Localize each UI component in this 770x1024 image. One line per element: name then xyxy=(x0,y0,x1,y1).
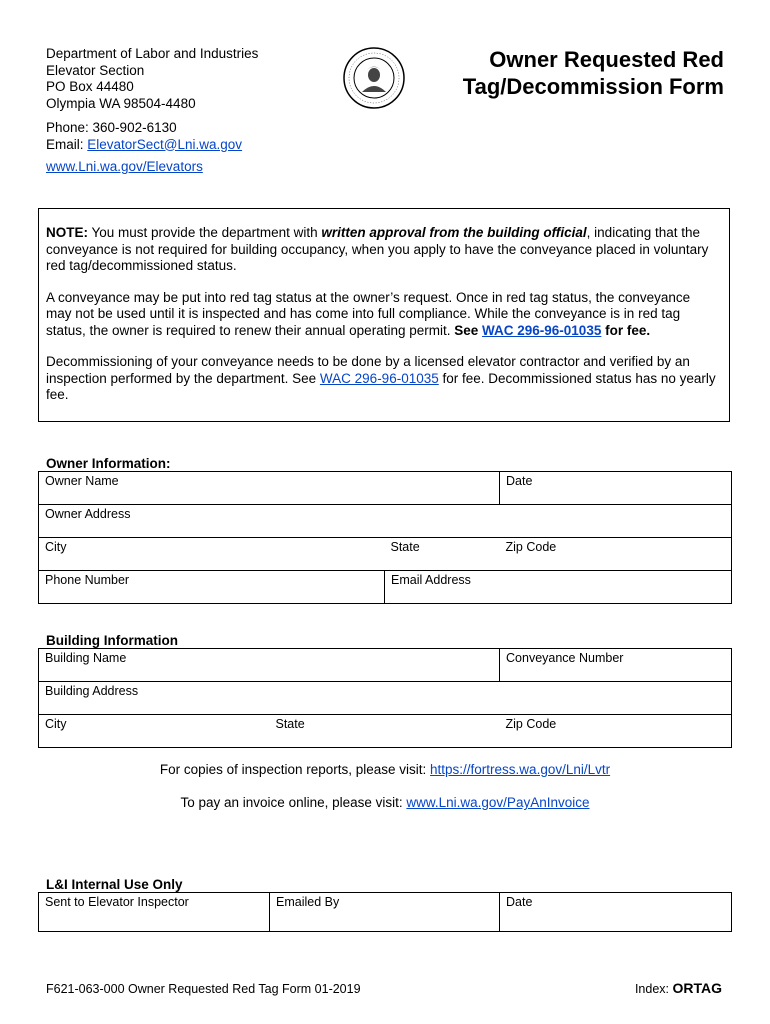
index-value: ORTAG xyxy=(672,980,722,996)
emailed-by-field[interactable] xyxy=(270,893,500,932)
field-label: Owner Address xyxy=(45,507,131,521)
field-label: Building Name xyxy=(45,651,127,665)
address-line-section: Elevator Section xyxy=(46,62,145,78)
address-line-department: Department of Labor and Industries xyxy=(46,46,259,61)
owner-state-field[interactable] xyxy=(385,538,500,571)
building-zip-field[interactable] xyxy=(500,715,732,748)
owner-address-field[interactable] xyxy=(39,505,732,538)
building-table xyxy=(38,648,732,748)
conveyance-number-field[interactable] xyxy=(500,649,732,682)
form-id: F621-063-000 Owner Requested Red Tag Form 01-2019 xyxy=(46,982,361,996)
owner-zip-field[interactable] xyxy=(500,538,732,571)
note-text: You must provide the department with xyxy=(88,225,322,240)
form-index xyxy=(635,980,722,996)
pay-line xyxy=(0,795,770,810)
wac-link[interactable]: WAC 296-96-01035 xyxy=(319,370,439,386)
owner-phone-field[interactable] xyxy=(39,571,385,604)
building-name-field[interactable] xyxy=(39,649,500,682)
address-line-pobox: PO Box 44480 xyxy=(46,79,134,94)
reports-line xyxy=(0,762,770,777)
note-text: , indicating that the conveyance is not required for building occupancy, when you apply to have the conveyance placed in voluntary red tag/decommissioned status. xyxy=(46,225,709,273)
phone-text: Phone: 360-902-6130 xyxy=(46,120,177,135)
pay-text: To pay an invoice online, please visit: xyxy=(180,795,407,810)
field-label: Owner Name xyxy=(45,474,119,488)
internal-section-title: L&I Internal Use Only xyxy=(46,877,183,892)
field-label: Date xyxy=(506,474,533,488)
field-label: State xyxy=(275,717,305,731)
owner-city-field[interactable] xyxy=(39,538,385,571)
note-paragraph-3 xyxy=(46,354,719,404)
field-label: Phone Number xyxy=(45,573,130,587)
field-label: Sent to Elevator Inspector xyxy=(45,895,189,909)
internal-table xyxy=(38,892,732,932)
form-title-line1: Owner Requested Red xyxy=(489,47,724,72)
owner-email-field[interactable] xyxy=(385,571,732,604)
note-text: for fee. Decommissioned status has no yearly fee. xyxy=(46,370,716,402)
owner-date-field[interactable] xyxy=(500,472,732,505)
address-line-city: Olympia WA 98504-4480 xyxy=(46,95,196,111)
note-label: NOTE: xyxy=(46,225,88,240)
email-link[interactable]: ElevatorSect@Lni.wa.gov xyxy=(87,136,243,152)
index-label: Index: xyxy=(634,982,673,996)
department-address xyxy=(46,46,258,112)
note-text: A conveyance may be put into red tag status at the owner’s request. Once in red tag status, the conveyance may not be used until it is inspected and has come into full compliance. While the conveyance is in red tag status, the owner is required to renew their annual operating permit. xyxy=(46,289,691,338)
field-label: Conveyance Number xyxy=(506,651,624,665)
owner-table xyxy=(38,471,732,604)
reports-text: For copies of inspection reports, please visit: xyxy=(159,762,431,777)
field-label: Email Address xyxy=(391,573,471,587)
note-paragraph-2 xyxy=(46,290,719,340)
building-address-field[interactable] xyxy=(39,682,732,715)
email-prefix: Email: xyxy=(46,136,88,152)
note-emphasis: written approval from the building official xyxy=(321,225,587,240)
contact-info xyxy=(46,120,242,153)
email-line xyxy=(46,137,242,154)
field-label: Emailed By xyxy=(276,895,340,909)
pay-invoice-link[interactable]: www.Lni.wa.gov/PayAnInvoice xyxy=(406,795,590,810)
field-label: City xyxy=(45,717,67,731)
field-label: Date xyxy=(506,895,533,909)
building-section-title: Building Information xyxy=(46,633,178,648)
field-label: Building Address xyxy=(45,684,139,698)
note-fee: for fee. xyxy=(601,322,651,338)
owner-section-title: Owner Information: xyxy=(46,456,171,471)
field-label: Zip Code xyxy=(505,540,557,554)
field-label: City xyxy=(45,540,67,554)
website-link[interactable]: www.Lni.wa.gov/Elevators xyxy=(46,159,203,174)
form-title xyxy=(463,46,724,100)
building-city-field[interactable] xyxy=(39,715,270,748)
note-text: Decommissioning of your conveyance needs to be done by a licensed elevator contractor and verified by an inspection performed by the department. See xyxy=(46,354,690,386)
field-label: State xyxy=(390,540,420,554)
washington-state-seal-icon xyxy=(342,46,406,110)
note-paragraph-1 xyxy=(46,225,719,275)
internal-date-field[interactable] xyxy=(500,893,732,932)
owner-name-field[interactable] xyxy=(39,472,500,505)
website-line xyxy=(46,159,203,174)
wac-link-bold[interactable]: WAC 296-96-01035 xyxy=(482,322,602,338)
field-label: Zip Code xyxy=(505,717,557,731)
building-state-field[interactable] xyxy=(270,715,500,748)
note-see: See xyxy=(454,322,483,338)
reports-link[interactable]: https://fortress.wa.gov/Lni/Lvtr xyxy=(430,762,611,777)
sent-to-inspector-field[interactable] xyxy=(39,893,270,932)
note-box xyxy=(38,208,730,422)
form-title-line2: Tag/Decommission Form xyxy=(462,74,724,99)
